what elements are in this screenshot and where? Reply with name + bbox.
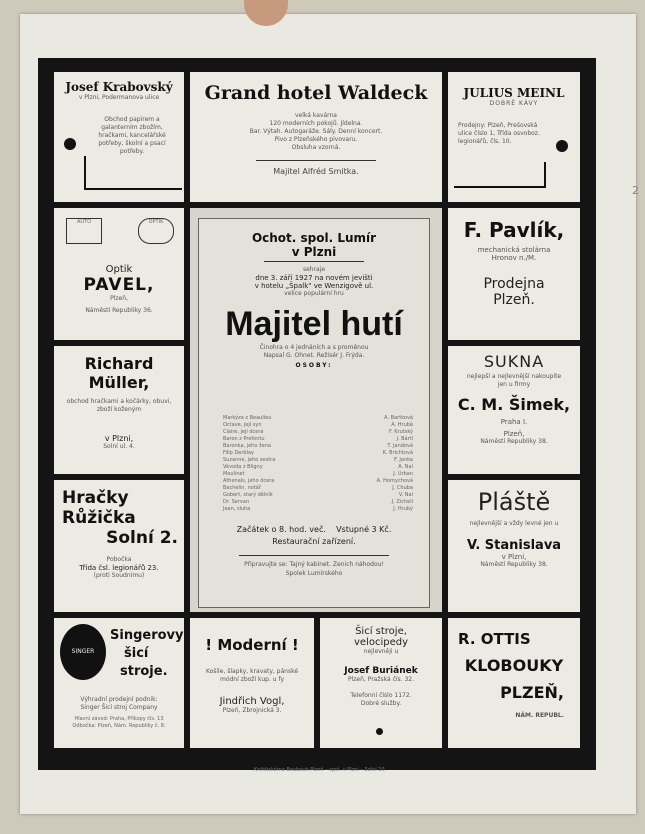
ad-line: Optik (105, 264, 133, 275)
ad-title: JULIUS MEINL (463, 86, 565, 100)
ad-line: Výhradní prodejní podnik: (80, 696, 158, 703)
pencil-mark: 2 (632, 184, 639, 197)
ad-title: PAVEL, (83, 275, 155, 295)
bracket-decoration (84, 156, 182, 190)
playbill-start: Začátek o 8. hod. več. (236, 525, 326, 534)
ad-muller (54, 346, 184, 474)
ad-title: Hračky (62, 488, 129, 508)
ad-line: v Plzni, (501, 553, 527, 561)
cast-row: Claire, její dcera F. Krutský (223, 429, 413, 435)
playbill-line: dne 3. září 1927 na novém jevišti (255, 274, 373, 282)
ad-line: Prodejna (483, 276, 545, 292)
bullet-icon (556, 140, 568, 152)
cast-row: Suzanne, jeho sestra F. Janka (223, 457, 413, 463)
ad-moderni (190, 618, 314, 748)
ad-text: obchod hračkami a kočárky, obuvi, zboží koženým (66, 398, 172, 413)
bullet-icon (64, 138, 76, 150)
ad-subtitle: v Plzni, Podermanova ulice (78, 94, 160, 101)
ad-pavlik (448, 208, 580, 340)
poster-frame (38, 58, 596, 770)
playbill-author: Napsal G. Ohnet. Režisér J. Frýda. (263, 352, 365, 359)
cast-row: Moulinet J. Urban (223, 471, 413, 477)
playbill-invite: Připravujte se: Tajný kabinet. Zenich náhodou! (244, 561, 384, 568)
ad-text: Obchod papírem a galanterním zbožím, hračkami, kancelářské potřeby, školní a psací potřeby. (98, 116, 166, 155)
ad-line: Hlavní závod: Praha, Příkopy čís. 13 (74, 716, 164, 722)
ad-title: stroje. (120, 664, 168, 679)
ad-line: Plzeň, Pražská čís. 32. (347, 676, 415, 683)
ad-title: SUKNA (483, 352, 545, 371)
ad-line: Náměstí Republiky 36. (85, 307, 153, 314)
playbill-line: velice populární hru (284, 290, 344, 297)
playbill-title: Majitel hutí (225, 305, 403, 343)
ad-title: Solní 2. (106, 528, 178, 548)
cast-row: Octave, její syn A. Hrubá (223, 422, 413, 428)
ad-line: nejlevněji u (363, 648, 399, 655)
cast-row: Vévoda z Bligny A. Nal (223, 464, 413, 470)
playbill-entry: Vstupné 3 Kč. (336, 525, 392, 534)
divider (264, 261, 364, 262)
ad-simek (448, 346, 580, 474)
ad-line: Plzeň, (110, 295, 128, 302)
ad-line: Hronov n./M. (491, 254, 537, 262)
ad-title: Růžička (62, 508, 136, 528)
ad-title: Josef Buriánek (344, 666, 418, 676)
ad-line: velká kavárna (295, 112, 337, 119)
playbill-line: sehraje (302, 266, 326, 273)
ad-title: velocipedy (353, 637, 408, 648)
ad-owner: Majitel Alfréd Smitka. (273, 167, 359, 176)
ad-line: (proti Soudnímu) (93, 572, 145, 579)
ad-title: ! Moderní ! (205, 636, 299, 654)
ad-meinl (448, 72, 580, 202)
cast-list (223, 415, 413, 513)
playbill (190, 208, 442, 612)
ad-pavel (54, 208, 184, 340)
ad-line: Odbočka: Plzeň, Nám. Republiky č. 8. (72, 723, 166, 729)
ad-title: C. M. Šimek, (457, 395, 571, 414)
ad-line: Telefonní číslo 1172. (350, 692, 412, 699)
cast-row: Baron z Prefontu J. Bártl (223, 436, 413, 442)
cast-row: Bachelin, notář J. Chuba (223, 485, 413, 491)
ad-krabovsky (54, 72, 184, 202)
ad-line: Plzeň. (493, 292, 535, 308)
ad-waldeck (190, 72, 442, 202)
ad-ruzicka (54, 480, 184, 612)
ad-title: Müller, (88, 373, 150, 392)
ad-text: nejlevnější a vždy levné jen u (469, 520, 559, 527)
ad-line: Náměstí Republiky 38. (480, 561, 548, 568)
ad-line: v Plzni, (104, 434, 134, 443)
ad-line: Jindřich Vogl, (219, 696, 285, 707)
ad-line: Plzeň, (503, 430, 525, 438)
glasses-logo-icon: OPTIK (138, 218, 174, 244)
ad-title: Richard (84, 354, 154, 373)
car-logo-icon: AUTO (66, 218, 102, 244)
ad-title: Pláště (477, 488, 551, 516)
ad-title: F. Pavlík, (463, 218, 565, 242)
ad-line: NÁM. REPUBL. (515, 712, 564, 719)
cast-row: Dr. Servan J. Zicheli (223, 499, 413, 505)
ad-title: Šicí stroje, (355, 626, 407, 637)
divider (239, 555, 389, 556)
ad-line: Náměstí Republiky 38. (480, 438, 548, 445)
ad-singer (54, 618, 184, 748)
ad-line: Obsluha vzorná. (291, 144, 341, 151)
ad-line: Pivo z Plzeňského pivovaru. (274, 136, 358, 143)
playbill-line: v hotelu „Špalk" ve Wenzigově ul. (254, 282, 374, 290)
ad-stanislava (448, 480, 580, 612)
ad-title: KLOBOUKY (464, 656, 564, 675)
playbill-city: v Plzni (291, 245, 337, 259)
ad-title: R. OTTIS (458, 630, 531, 648)
ad-ottis (448, 618, 580, 748)
printer-footer: Knihtiskárna Baubauh Plzeň – spol. v Plzni – Solní 10. (253, 767, 387, 773)
playbill-org: Ochot. spol. Lumír (251, 231, 377, 245)
ad-line: Dobré služby. (360, 700, 402, 707)
ad-text: Košile, šlapky, kravaty, pánské módní zboží kup. u fy (205, 668, 299, 683)
playbill-genre: Činohra o 4 jednáních a s proměnou (259, 344, 369, 351)
ad-title: PLZEŇ, (500, 683, 564, 702)
ad-title: V. Stanislava (466, 538, 562, 553)
ad-title: Singerovy (110, 628, 184, 643)
ad-line: Bar. Výtah. Autogaráže. Sály. Denní koncert. (249, 128, 383, 135)
playbill-inner (198, 218, 430, 608)
ad-title: Josef Krabovský (65, 80, 173, 94)
ad-text: nejlepší a nejlevnější nakoupíte jen u firmy (466, 373, 562, 388)
playbill-rest: Restaurační zařízení. (272, 537, 356, 546)
ad-line: 120 moderních pokojů. Jídelna. (269, 120, 363, 127)
ad-line: Singer Šicí stroj Company (80, 704, 158, 711)
ad-title: šicí (124, 646, 149, 661)
ad-line: Plzeň, Zbrojnická 3. (222, 707, 282, 714)
ad-line: Solní ul. 4. (103, 443, 135, 450)
cast-row: Markýza z Beaulieu A. Bartková (223, 415, 413, 421)
ad-line: mechanická stolárna (477, 246, 551, 254)
cast-row: Gobert, starý dělník V. Nal (223, 492, 413, 498)
singer-logo-icon: SINGER (60, 624, 106, 680)
ad-line: Praha I. (500, 418, 528, 426)
bracket-decoration (454, 162, 546, 188)
ad-text: Prodejny: Plzeň, Prešovská ulice číslo 1, Třída osvoboz. legionářů, čís. 10. (458, 122, 540, 145)
cast-row: Athenaïs, jeho dcera A. Hornychová (223, 478, 413, 484)
ad-subtitle: DOBRÉ KÁVY (489, 100, 539, 107)
cast-row: Filip Derblay K. Brichtová (223, 450, 413, 456)
ad-line: Třída čsl. legionářů 23. (79, 564, 159, 572)
cast-row: Baronka, jeho žena T. Jandová (223, 443, 413, 449)
bullet-icon (376, 728, 383, 735)
playbill-osoby: OSOBY: (295, 362, 333, 369)
ad-title: Grand hotel Waldeck (204, 82, 428, 104)
ad-line: Pobočka (106, 556, 132, 563)
cast-row: Jean, sluha J. Hrubý (223, 506, 413, 512)
ad-burianek (320, 618, 442, 748)
playbill-invite2: Spolek Lumírského (285, 570, 343, 577)
playbill-times (199, 525, 429, 534)
divider (256, 160, 376, 161)
